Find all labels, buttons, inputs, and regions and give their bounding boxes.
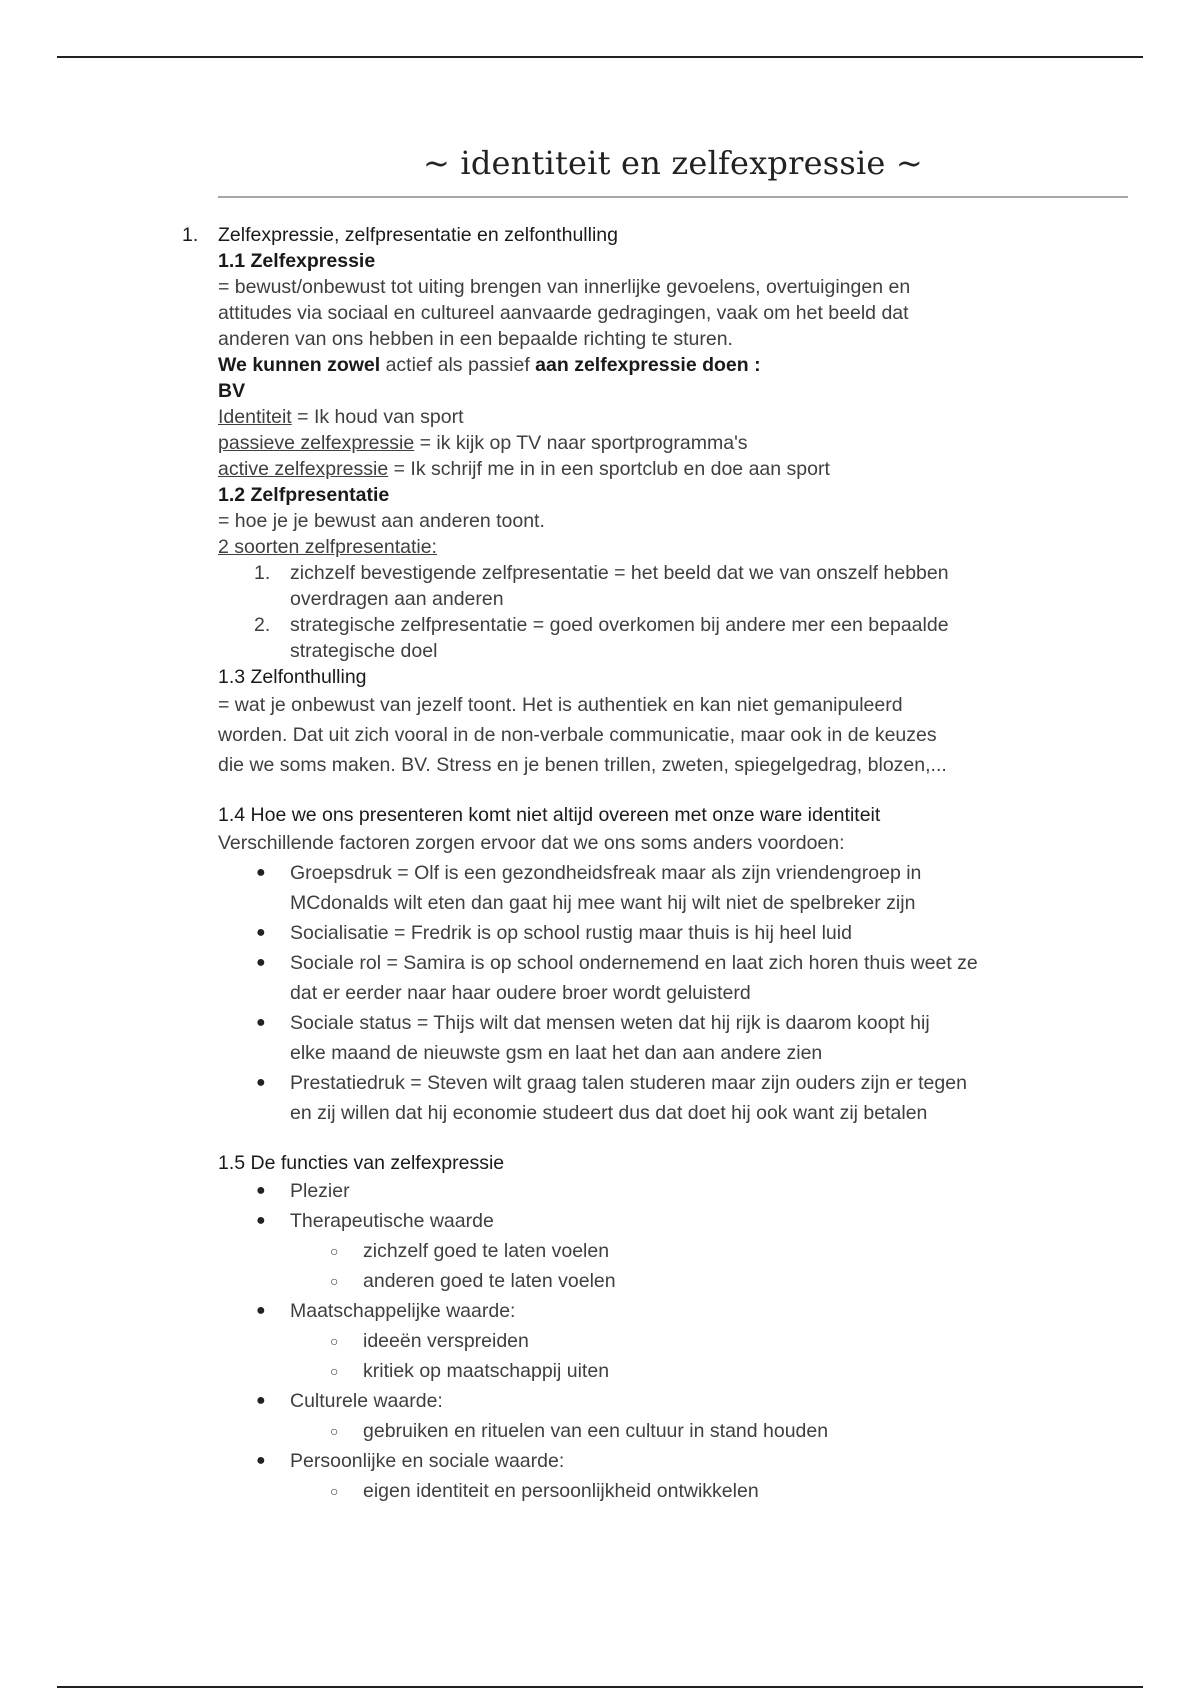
s12-def: = hoe je je bewust aan anderen toont. [218,510,545,532]
s11-def-line-2: attitudes via sociaal en cultureel aanvaarde gedragingen, vaak om het beeld dat [218,302,909,324]
s11-example-3 [182,456,1082,482]
s13-line-3: die we soms maken. BV. Stress en je benen trillen, zweten, spiegelgedrag, blozen,... [218,754,947,776]
sub-list-item [182,1356,1082,1386]
s11-can-part-3: aan zelfexpressie doen : [535,354,761,376]
document-body [182,222,1082,1506]
list-item-line: strategische doel [290,640,438,662]
spacer [182,780,1082,802]
s15-sub-list [182,1476,1082,1506]
bullet-icon: ● [256,1014,266,1031]
sub-list-item-text: eigen identiteit en persoonlijkheid ontwikkelen [363,1480,759,1502]
sub-list-item-text: kritiek op maatschappij uiten [363,1360,610,1382]
list-item [182,948,1082,1008]
page-bottom-rule [57,1686,1143,1688]
hollow-bullet-icon: ○ [330,1333,339,1349]
list-number: 1. [254,562,271,584]
sub-list-item-text: zichzelf goed te laten voelen [363,1240,610,1262]
s11-can-part-2: actief als passief [380,354,536,376]
section-1-number: 1. [182,224,199,246]
s11-def-line-3: anderen van ons hebben in een bepaalde richting te sturen. [218,328,733,350]
sub-list-item [182,1266,1082,1296]
s11-example-1 [182,404,1082,430]
section-1-title: Zelfexpressie, zelfpresentatie en zelfonthulling [218,224,618,246]
s11-example-2-label: passieve zelfexpressie [218,432,415,454]
s15-sub-list [182,1416,1082,1446]
list-item-line: zichzelf bevestigende zelfpresentatie = het beeld dat we van onszelf hebben [290,562,949,584]
s11-bv-label: BV [218,380,246,402]
list-item [182,858,1082,918]
s11-example-2 [182,430,1082,456]
spacer [182,1128,1082,1150]
page-top-rule [57,56,1143,58]
subsection-1-2-heading: 1.2 Zelfpresentatie [218,484,390,506]
subsection-1-5-heading: 1.5 De functies van zelfexpressie [218,1152,505,1174]
bullet-icon: ● [256,864,266,881]
list-item [182,612,1082,664]
sub-list-item [182,1236,1082,1266]
list-item [182,560,1082,612]
list-item-line: dat er eerder naar haar oudere broer wordt geluisterd [290,982,751,1004]
list-item-line: Socialisatie = Fredrik is op school rustig maar thuis is hij heel luid [290,922,852,944]
s12-types-label: 2 soorten zelfpresentatie: [218,536,437,558]
list-item-line: strategische zelfpresentatie = goed overkomen bij andere mer een bepaalde [290,614,949,636]
subsection-1-1-heading: 1.1 Zelfexpressie [218,250,376,272]
s11-example-2-text: = ik kijk op TV naar sportprogramma's [414,432,748,454]
list-item [182,1446,1082,1476]
list-item-line: Groepsdruk = Olf is een gezondheidsfreak maar als zijn vriendengroep in [290,862,922,884]
bullet-icon: ● [256,1302,266,1319]
sub-list-item [182,1476,1082,1506]
bullet-icon: ● [256,924,266,941]
s12-ordered-list [182,560,1082,664]
s15-bullet-list [182,1386,1082,1416]
s15-bullet-list [182,1446,1082,1476]
sub-list-item-text: anderen goed te laten voelen [363,1270,616,1292]
list-item [182,1386,1082,1416]
list-item-line: Sociale status = Thijs wilt dat mensen weten dat hij rijk is daarom koopt hij [290,1012,930,1034]
subsection-1-4-heading: 1.4 Hoe we ons presenteren komt niet altijd overeen met onze ware identiteit [218,804,881,826]
list-item-line: overdragen aan anderen [290,588,504,610]
s11-can-line [182,352,1082,378]
list-item-line: elke maand de nieuwste gsm en laat het dan aan andere zien [290,1042,823,1064]
list-item-line: Therapeutische waarde [290,1210,494,1232]
section-1-heading [182,222,1082,248]
hollow-bullet-icon: ○ [330,1483,339,1499]
list-number: 2. [254,614,271,636]
list-item [182,1206,1082,1236]
hollow-bullet-icon: ○ [330,1273,339,1289]
s13-line-1: = wat je onbewust van jezelf toont. Het is authentiek en kan niet gemanipuleerd [218,694,903,716]
s15-bullet-list [182,1296,1082,1326]
s11-example-3-label: active zelfexpressie [218,458,389,480]
hollow-bullet-icon: ○ [330,1363,339,1379]
list-item-line: Persoonlijke en sociale waarde: [290,1450,565,1472]
bullet-icon: ● [256,1392,266,1409]
bullet-icon: ● [256,1074,266,1091]
list-item-line: Sociale rol = Samira is op school ondernemend en laat zich horen thuis weet ze [290,952,978,974]
list-item [182,1008,1082,1068]
sub-list-item [182,1326,1082,1356]
s13-line-2: worden. Dat uit zich vooral in de non-verbale communicatie, maar ook in de keuzes [218,724,937,746]
s15-sub-list [182,1236,1082,1296]
sub-list-item [182,1416,1082,1446]
list-item-line: en zij willen dat hij economie studeert dus dat doet hij ook want zij betalen [290,1102,928,1124]
bullet-icon: ● [256,1182,266,1199]
s11-can-part-1: We kunnen zowel [218,354,381,376]
s14-intro: Verschillende factoren zorgen ervoor dat we ons soms anders voordoen: [218,832,845,854]
sub-list-item-text: ideeën verspreiden [363,1330,529,1352]
s11-example-1-label: Identiteit [218,406,292,428]
s15-sub-list [182,1326,1082,1386]
hollow-bullet-icon: ○ [330,1423,339,1439]
list-item [182,1296,1082,1326]
bullet-icon: ● [256,1452,266,1469]
bullet-icon: ● [256,954,266,971]
list-item-line: Prestatiedruk = Steven wilt graag talen studeren maar zijn ouders zijn er tegen [290,1072,967,1094]
list-item-line: Plezier [290,1180,350,1202]
page-title: ~ identiteit en zelfexpressie ~ [423,144,923,182]
s14-bullet-list [182,858,1082,1128]
s11-example-1-text: = Ik houd van sport [291,406,464,428]
s11-example-3-text: = Ik schrijf me in in een sportclub en doe aan sport [388,458,830,480]
list-item-line: MCdonalds wilt eten dan gaat hij mee want hij wilt niet de spelbreker zijn [290,892,916,914]
list-item-line: Maatschappelijke waarde: [290,1300,516,1322]
list-item [182,1176,1082,1206]
subsection-1-3-heading: 1.3 Zelfonthulling [218,666,367,688]
list-item-line: Culturele waarde: [290,1390,443,1412]
hollow-bullet-icon: ○ [330,1243,339,1259]
list-item [182,918,1082,948]
sub-list-item-text: gebruiken en rituelen van een cultuur in stand houden [363,1420,829,1442]
list-item [182,1068,1082,1128]
bullet-icon: ● [256,1212,266,1229]
s11-def-line-1: = bewust/onbewust tot uiting brengen van innerlijke gevoelens, overtuigingen en [218,276,911,298]
title-underline [218,196,1128,198]
s15-bullet-list [182,1176,1082,1236]
